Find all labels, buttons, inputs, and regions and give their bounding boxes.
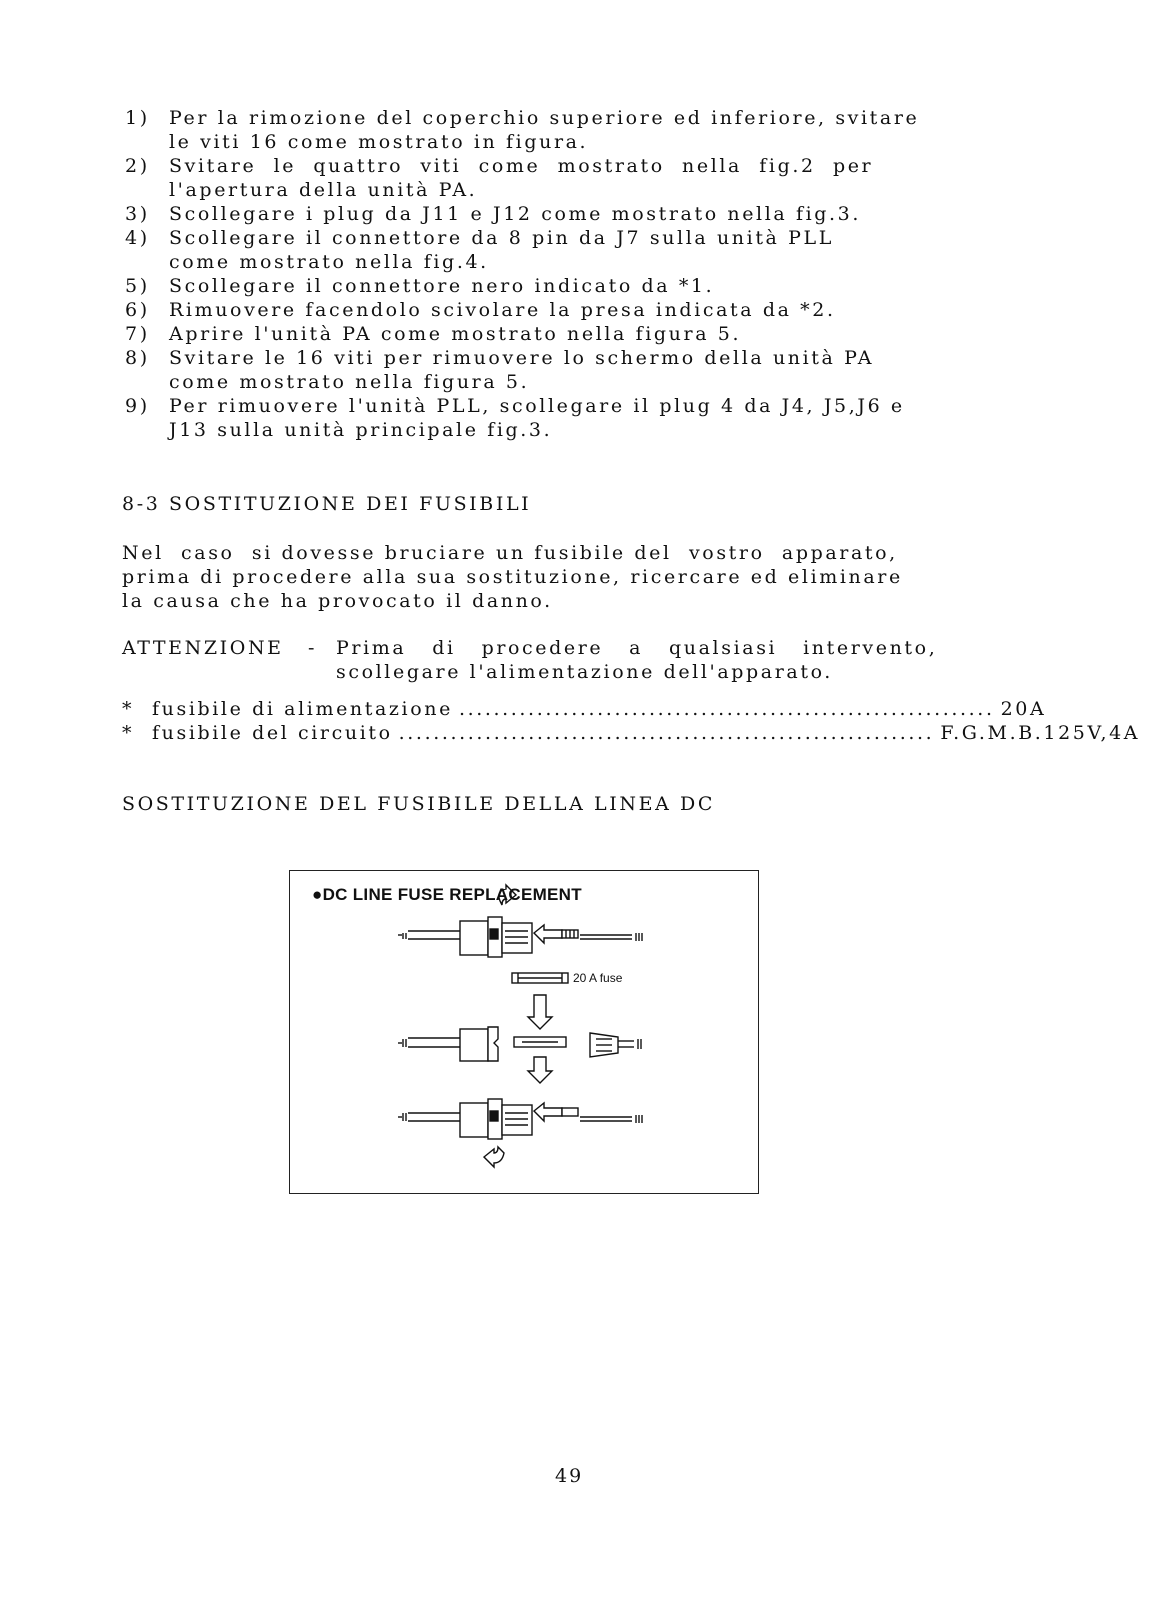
attention-dash: - xyxy=(308,637,318,659)
intro-paragraph xyxy=(122,541,1052,613)
assembled-holder-drawing xyxy=(398,917,642,957)
attention-note xyxy=(122,636,1052,684)
fuse-value: 20A xyxy=(1000,698,1047,720)
step-line: Per rimuovere l'unità PLL, scollegare il plug 4 da J4, J5,J6 e xyxy=(169,395,905,417)
step-item: 8) Svitare le 16 viti per rimuovere lo schermo della unità PA come mostrato nella figura 5. xyxy=(125,346,1055,394)
intro-line: Nel caso si dovesse bruciare un fusibile del vostro apparato, xyxy=(122,542,898,564)
step-line: le viti 16 come mostrato in figura. xyxy=(169,131,589,153)
step-line: Scollegare il connettore nero indicato da *1. xyxy=(169,275,715,297)
down-arrow-icon xyxy=(528,1057,552,1083)
step-line: J13 sulla unità principale fig.3. xyxy=(169,419,553,441)
down-arrow-icon xyxy=(528,995,552,1029)
step-line: come mostrato nella fig.4. xyxy=(169,251,489,273)
step-line: come mostrato nella figura 5. xyxy=(169,371,530,393)
step-item: 2) Svitare le quattro viti come mostrato nella fig.2 per l'apertura della unità PA. xyxy=(125,154,1055,202)
step-line: Svitare le 16 viti per rimuovere lo schermo della unità PA xyxy=(169,347,875,369)
fuse-label: 20 A fuse xyxy=(573,971,623,985)
leader-dots: .............................................................. xyxy=(458,698,995,720)
rotate-arrow-icon xyxy=(499,885,516,905)
rotate-arrow-icon xyxy=(484,1147,504,1167)
procedure-steps xyxy=(125,106,1055,442)
leader-dots: .............................................................. xyxy=(398,722,935,744)
intro-line: prima di procedere alla sua sostituzione, ricercare ed eliminare xyxy=(122,566,903,588)
step-item: 6) Rimuovere facendolo scivolare la presa indicata da *2. xyxy=(125,298,1055,322)
step-line: Rimuovere facendolo scivolare la presa indicata da *2. xyxy=(169,299,836,321)
fuse-value: F.G.M.B.125V,4A xyxy=(940,722,1141,744)
fuse-name: fusibile di alimentazione xyxy=(152,698,453,720)
fuse-icon xyxy=(512,973,568,983)
step-item: 5) Scollegare il connettore nero indicato da *1. xyxy=(125,274,1055,298)
step-line: Scollegare i plug da J11 e J12 come mostrato nella fig.3. xyxy=(169,203,862,225)
dc-line-heading: SOSTITUZIONE DEL FUSIBILE DELLA LINEA DC xyxy=(122,793,716,815)
dc-fuse-figure xyxy=(289,870,759,1194)
attention-label: ATTENZIONE xyxy=(122,637,284,659)
step-item: 1) Per la rimozione del coperchio superiore ed inferiore, svitare le viti 16 come mostrato in figura. xyxy=(125,106,1055,154)
bullet-star: * xyxy=(122,698,135,720)
attention-line: Prima di procedere a qualsiasi intervento, xyxy=(336,637,938,659)
reassembled-holder-drawing xyxy=(398,1099,642,1139)
intro-line: la causa che ha provocato il danno. xyxy=(122,590,553,612)
fuse-diagram xyxy=(290,871,760,1195)
figure-title: ●DC LINE FUSE REPLACEMENT xyxy=(312,885,582,904)
push-arrow-icon xyxy=(534,925,578,943)
fuse-name: fusibile del circuito xyxy=(152,722,393,744)
step-item: 4) Scollegare il connettore da 8 pin da J7 sulla unità PLL come mostrato nella fig.4. xyxy=(125,226,1055,274)
bullet-star: * xyxy=(122,722,135,744)
step-line: Svitare le quattro viti come mostrato nella fig.2 per xyxy=(169,155,874,177)
fuse-spec-row xyxy=(122,721,1141,745)
step-line: Aprire l'unità PA come mostrato nella figura 5. xyxy=(169,323,742,345)
disassembled-holder-drawing xyxy=(398,1027,641,1061)
fuse-spec-row xyxy=(122,697,1047,721)
attention-line: scollegare l'alimentazione dell'apparato. xyxy=(336,661,833,683)
step-item: 3) Scollegare i plug da J11 e J12 come mostrato nella fig.3. xyxy=(125,202,1055,226)
step-item: 7) Aprire l'unità PA come mostrato nella figura 5. xyxy=(125,322,1055,346)
step-item: 9) Per rimuovere l'unità PLL, scollegare il plug 4 da J4, J5,J6 e J13 sulla unità principale fig.3. xyxy=(125,394,1055,442)
step-line: Scollegare il connettore da 8 pin da J7 sulla unità PLL xyxy=(169,227,834,249)
page-number: 49 xyxy=(555,1465,584,1487)
section-heading: 8-3 SOSTITUZIONE DEI FUSIBILI xyxy=(122,493,532,515)
step-line: l'apertura della unità PA. xyxy=(169,179,478,201)
step-line: Per la rimozione del coperchio superiore ed inferiore, svitare xyxy=(169,107,920,129)
